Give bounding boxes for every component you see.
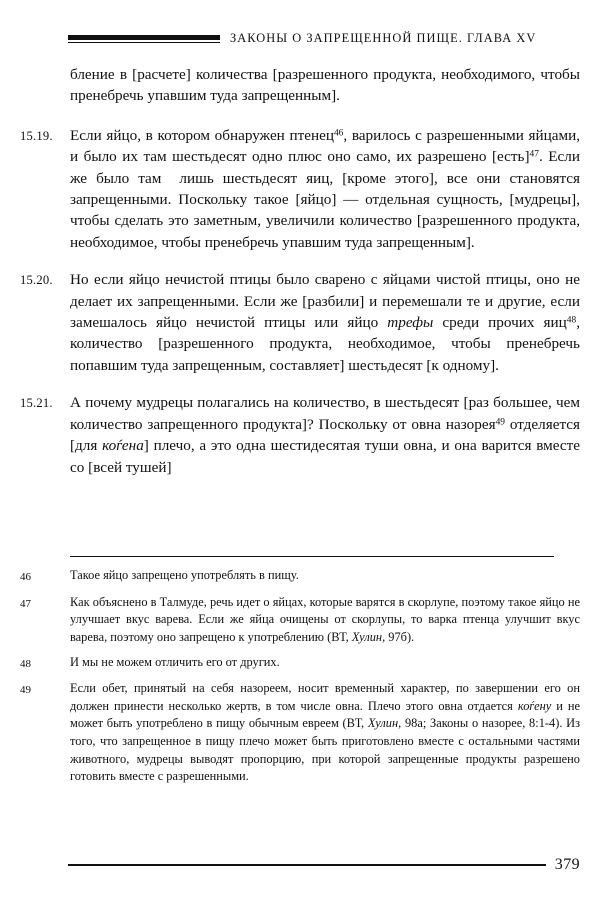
paragraph-text: Но если яйцо нечистой птицы было сварено с яйцами чистой птицы, оно не делает их запрещенными. Если же [разбили] и перемешали те и другие, если замешалось яйцо нечистой птицы или яйцо трефы среди прочих яиц$^{48}$, количество [разрешенного продукта, необходимое, чтобы пренебречь попавшим туда запрещенным, составляет] шестьдесят [к одному].	[70, 271, 580, 374]
footnote-item	[20, 654, 580, 674]
page-footer	[68, 856, 580, 874]
paragraph-number: 15.21.	[20, 396, 53, 411]
footnote-separator-rule	[70, 556, 554, 557]
paragraph-text: Если яйцо, в котором обнаружен птенец$^{46}$, варилось с разрешенными яйцами, и было их там шестьдесят одно плюс оно само, их разрешено [есть]$^{47}$. Если же было там лишь шестьдесят яиц, [кроме этого], все они становятся запрещенными. Поскольку такое [яйцо] — отдельная сущность, [мудрецы], чтобы сделать это заметным, увеличили количество [разрешенного продукта, необходимое, чтобы пренебречь упавшим туда запрещенным].	[70, 126, 580, 251]
page-number: 379	[554, 856, 580, 873]
running-head-title: ЗАКОНЫ О ЗАПРЕЩЕННОЙ ПИЩЕ. ГЛАВА XV	[230, 30, 537, 45]
paragraph	[20, 269, 580, 376]
footnote-text: Как объяснено в Талмуде, речь идет о яйцах, которые варятся в скорлупе, поэтому такое яйцо не улучшает вкус варева. Если же яйца очищены от скорлупы, то варка птенца улучшит вкус варева, поэтому оно запрещено к употреблению (ВТ, Хулин, 97б).	[70, 594, 580, 645]
footnote-number: 47	[20, 597, 31, 610]
paragraph-text: А почему мудрецы полагались на количество, в шестьдесят [раз большее, чем количество запрещенного продукта]? Поскольку от овна назорея$^{49}$ отделяется [для коѓена] плечо, а это одна шестидесятая туши овна, и она варится вместе со [всей тушей]	[70, 394, 581, 476]
body-text	[20, 64, 580, 494]
footnote-item	[20, 567, 580, 587]
running-head	[68, 26, 580, 50]
paragraph-text: бление в [расчете] количества [разрешенного продукта, необходимого, чтобы пренебречь упавшим туда запрещенным].	[70, 66, 580, 105]
paragraph	[20, 392, 580, 478]
footnote-item	[20, 680, 580, 786]
footnote-number: 48	[20, 657, 31, 670]
rule-thick	[68, 35, 220, 40]
footnote-list	[20, 567, 580, 786]
footnote-text: Такое яйцо запрещено употреблять в пищу.	[70, 568, 299, 583]
footer-rule	[68, 864, 546, 866]
paragraph-number: 15.20.	[20, 273, 53, 288]
paragraph	[20, 125, 580, 253]
running-head-rule-icon	[68, 33, 220, 44]
footnote-number: 49	[20, 684, 31, 697]
footnotes-section	[20, 556, 580, 793]
rule-thin	[68, 42, 220, 44]
footnote-item	[20, 594, 580, 647]
footnote-number: 46	[20, 571, 31, 584]
paragraph-number: 15.19.	[20, 128, 53, 143]
footnote-text: И мы не можем отличить его от других.	[70, 654, 280, 669]
paragraph	[20, 64, 580, 107]
footnote-text: Если обет, принятый на себя назореем, носит временный характер, по завершении его он должен принести несколько жертв, в том числе овна. Плечо этого овна отдается коѓену и не может быть употреблено в пищу обычным евреем (ВТ, Хулин, 98а; Законы о назорее, 8:1-4). Из того, что запрещенное в пищу плечо может быть приготовлено вместе с остальными частями животного, мудрецы выводят пропорцию, при которой запрещенные продукты разрешено готовить вместе с разрешенными.	[70, 681, 580, 784]
